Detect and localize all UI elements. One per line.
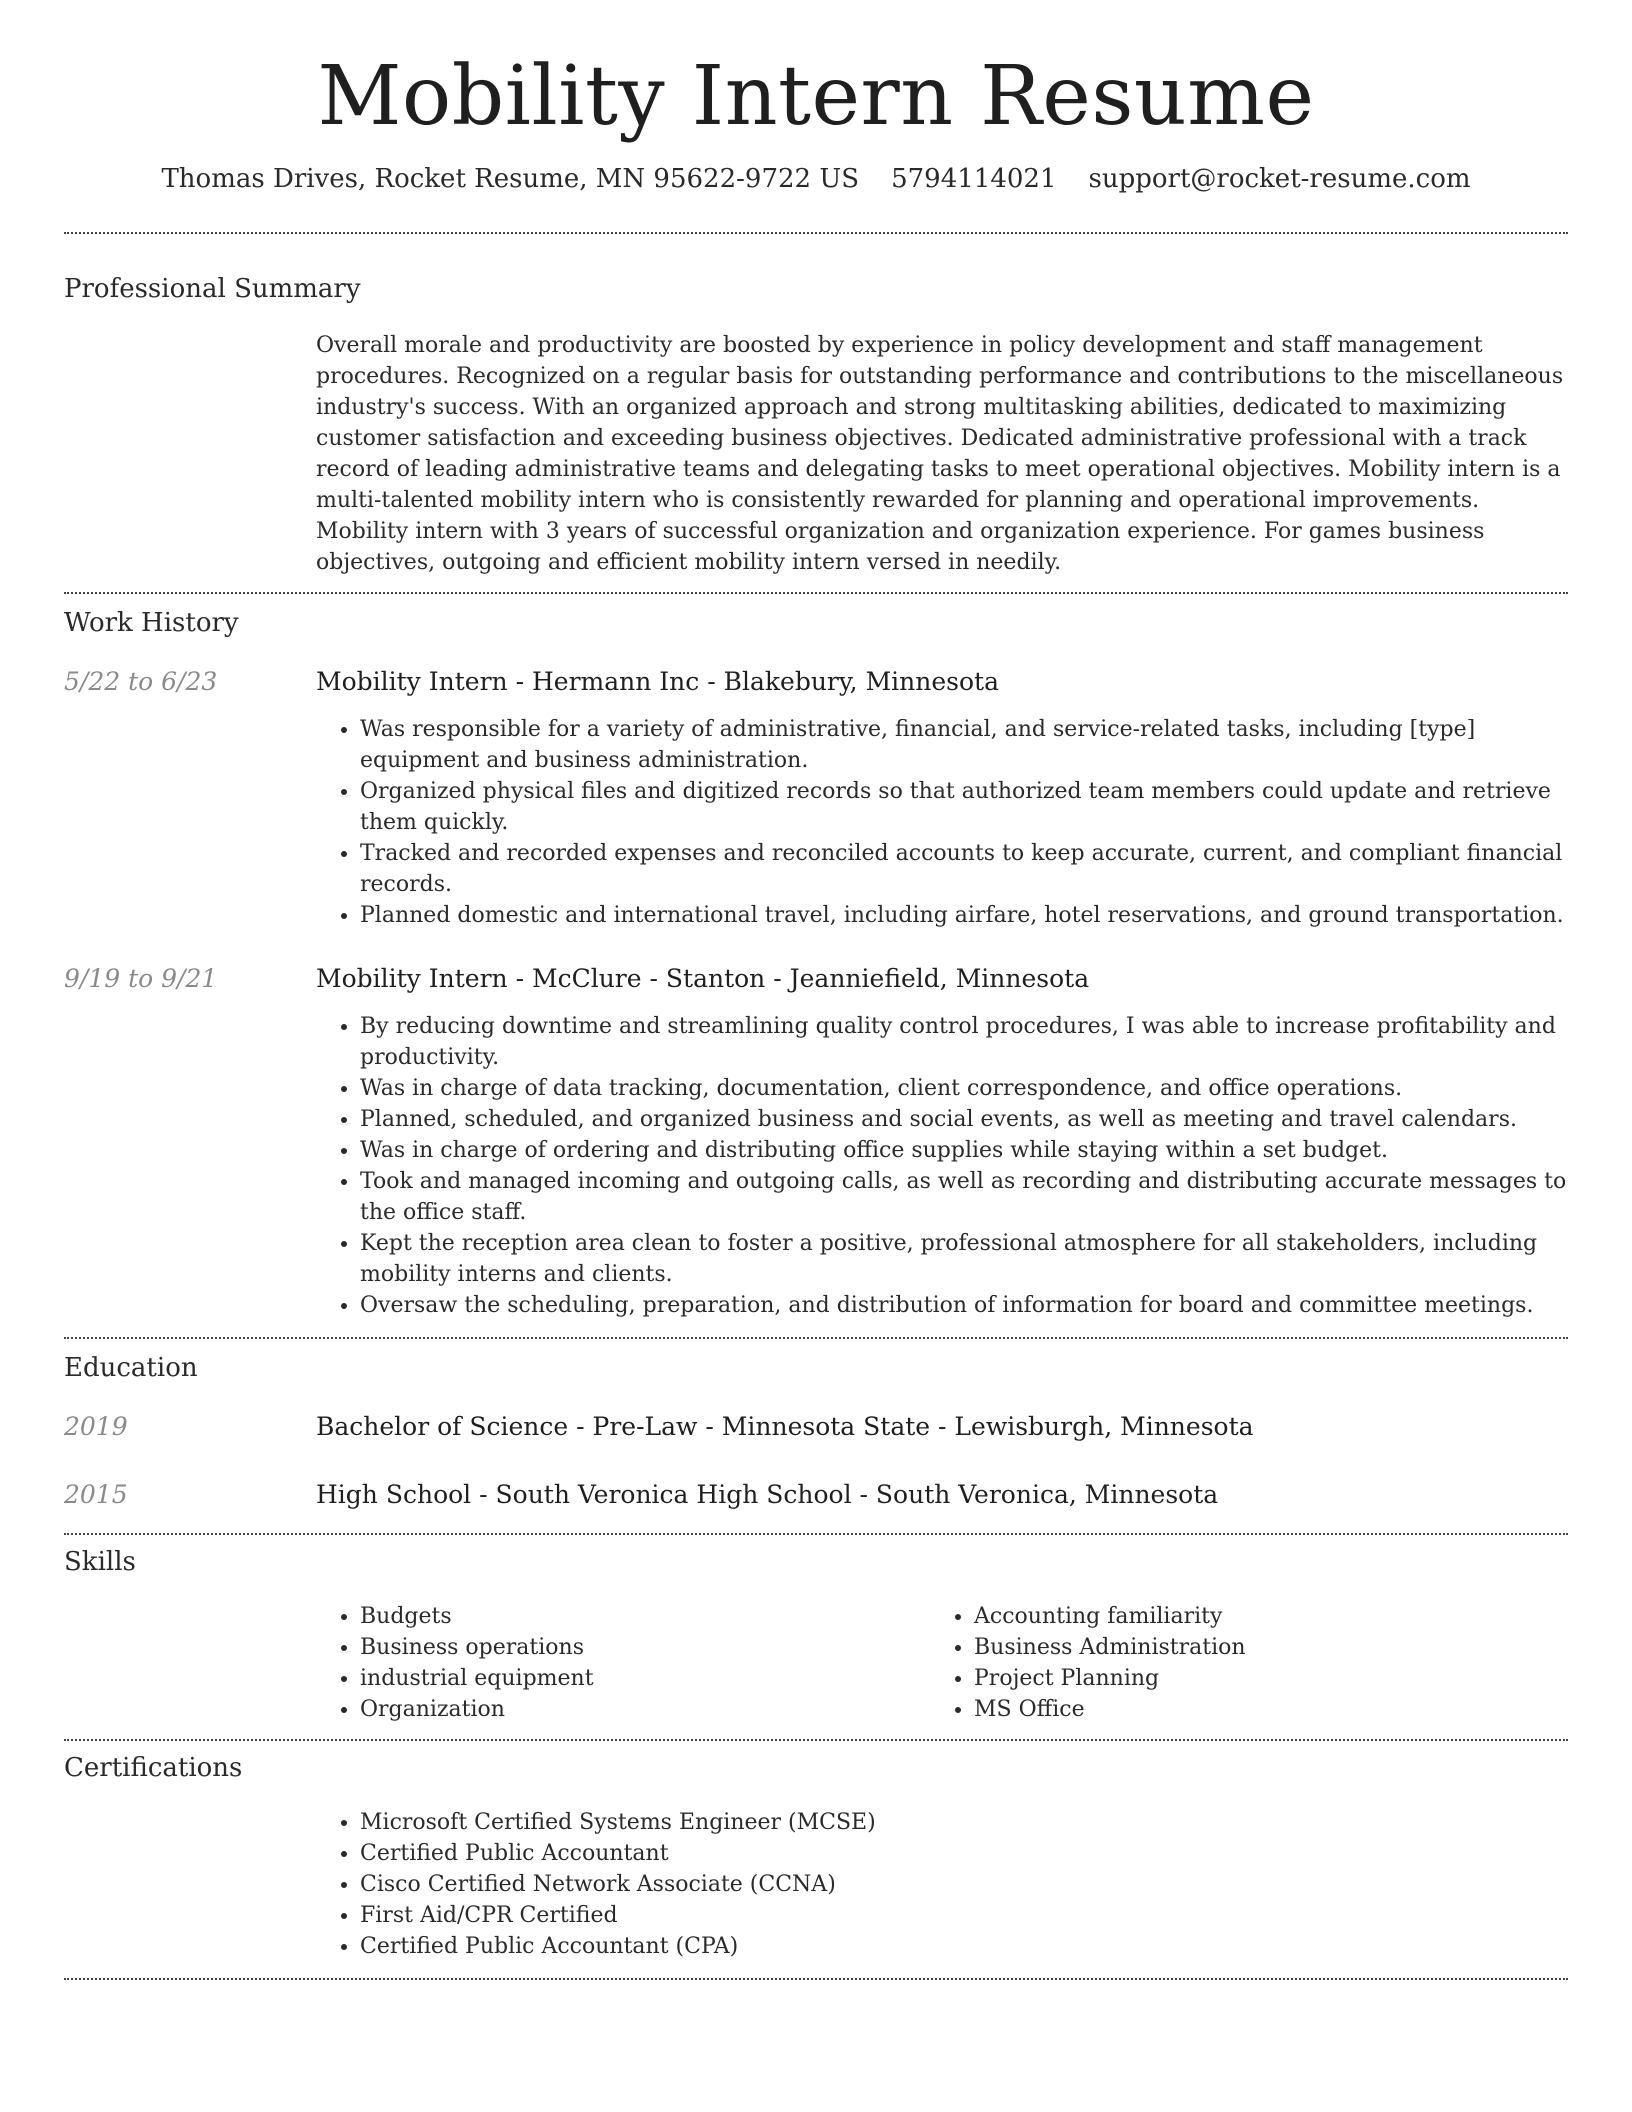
list-item: • Budgets (360, 1601, 930, 1632)
job-body (316, 666, 1568, 931)
skills-section (64, 1535, 1568, 1739)
list-item: • Organized physical files and digitized records so that authorized team members could update and retrieve them quickly. (360, 776, 1568, 838)
job-bullets (316, 714, 1568, 931)
education-entry (64, 1479, 1568, 1511)
list-item: • Took and managed incoming and outgoing calls, as well as recording and distributing accurate messages to the office staff. (360, 1166, 1568, 1228)
section-heading-certifications: Certifications (64, 1753, 243, 1784)
list-item: • Was responsible for a variety of administrative, financial, and service-related tasks, including [type] equipment and business administration. (360, 714, 1568, 776)
section-heading-education: Education (64, 1353, 198, 1384)
list-item: • Certified Public Accountant (CPA) (360, 1931, 1568, 1962)
job-role: Mobility Intern (316, 964, 508, 994)
list-item: • Planned, scheduled, and organized business and social events, as well as meeting and travel calendars. (360, 1104, 1568, 1135)
job-entry (64, 963, 1568, 1321)
list-item: • Tracked and recorded expenses and reconciled accounts to keep accurate, current, and compliant financial records. (360, 838, 1568, 900)
education-degree: High School (316, 1480, 472, 1510)
section-heading-work: Work History (64, 608, 239, 639)
list-item: • Cisco Certified Network Associate (CCNA) (360, 1869, 1568, 1900)
skills-list-left (316, 1601, 930, 1725)
list-item: • Planned domestic and international travel, including airfare, hotel reservations, and ground transportation. (360, 900, 1568, 931)
page-title: Mobility Intern Resume (317, 49, 1315, 144)
contact-line (64, 164, 1568, 194)
list-item: • Was in charge of data tracking, documentation, client correspondence, and office operations. (360, 1073, 1568, 1104)
list-item: • First Aid/CPR Certified (360, 1900, 1568, 1931)
job-title (316, 666, 1568, 698)
job-dates: 5/22 to 6/23 (64, 667, 218, 697)
education-title (316, 1411, 1254, 1443)
list-item: • Project Planning (974, 1663, 1544, 1694)
list-item: • Business Administration (974, 1632, 1544, 1663)
skills-list-right (930, 1601, 1544, 1725)
certifications-list (316, 1807, 1568, 1962)
certifications-section (64, 1741, 1568, 1978)
education-details: - South Veronica High School - South Veronica, Minnesota (471, 1480, 1219, 1510)
list-item: • Was in charge of ordering and distributing office supplies while staying within a set budget. (360, 1135, 1568, 1166)
list-item: • Oversaw the scheduling, preparation, and distribution of information for board and committee meetings. (360, 1290, 1568, 1321)
work-history-section (64, 594, 1568, 1337)
education-degree: Bachelor of Science - Pre-Law (316, 1412, 698, 1442)
education-entry (64, 1411, 1568, 1443)
job-title (316, 963, 1568, 995)
education-title (316, 1479, 1218, 1511)
contact-email: support@rocket-resume.com (1088, 164, 1471, 195)
list-item: • Certified Public Accountant (360, 1838, 1568, 1869)
job-bullets (316, 1011, 1568, 1321)
education-section (64, 1339, 1568, 1533)
list-item: • industrial equipment (360, 1663, 930, 1694)
list-item: • Business operations (360, 1632, 930, 1663)
section-divider (64, 1978, 1568, 1980)
list-item: • Microsoft Certified Systems Engineer (MCSE) (360, 1807, 1568, 1838)
resume-header (64, 0, 1568, 194)
summary-section (64, 234, 1568, 592)
job-body (316, 963, 1568, 1321)
education-year: 2019 (64, 1412, 128, 1442)
contact-phone: 5794114021 (891, 164, 1057, 195)
certifications-bullets (316, 1807, 1568, 1962)
education-details: - Minnesota State - Lewisburgh, Minnesota (697, 1412, 1254, 1442)
job-details: - Hermann Inc - Blakebury, Minnesota (507, 667, 999, 697)
section-heading-skills: Skills (64, 1547, 136, 1578)
job-dates: 9/19 to 9/21 (64, 964, 218, 994)
job-role: Mobility Intern (316, 667, 508, 697)
job-entry (64, 666, 1568, 931)
section-heading-summary: Professional Summary (64, 274, 361, 305)
summary-text: Overall morale and productivity are boosted by experience in policy development and staff management procedures. Recognized on a regular basis for outstanding performance and contributions to the miscellaneous industry's success. With an organized approach and strong multitasking abilities, dedicated to maximizing customer satisfaction and exceeding business objectives. Dedicated administrative professional with a track record of leading administrative teams and delegating tasks to meet operational objectives. Mobility intern is a multi-talented mobility intern who is consistently rewarded for planning and operational improvements. Mobility intern with 3 years of successful organization and organization experience. For games business objectives, outgoing and efficient mobility intern versed in needily. (316, 333, 1564, 576)
list-item: • MS Office (974, 1694, 1544, 1725)
education-year: 2015 (64, 1480, 128, 1510)
job-details: - McClure - Stanton - Jeanniefield, Minnesota (507, 964, 1090, 994)
list-item: • Accounting familiarity (974, 1601, 1544, 1632)
contact-address: Thomas Drives, Rocket Resume, MN 95622-9722 US (161, 164, 860, 195)
list-item: • Organization (360, 1694, 930, 1725)
skills-grid (316, 1601, 1568, 1725)
list-item: • By reducing downtime and streamlining quality control procedures, I was able to increase profitability and productivity. (360, 1011, 1568, 1073)
list-item: • Kept the reception area clean to foster a positive, professional atmosphere for all stakeholders, including mobility interns and clients. (360, 1228, 1568, 1290)
